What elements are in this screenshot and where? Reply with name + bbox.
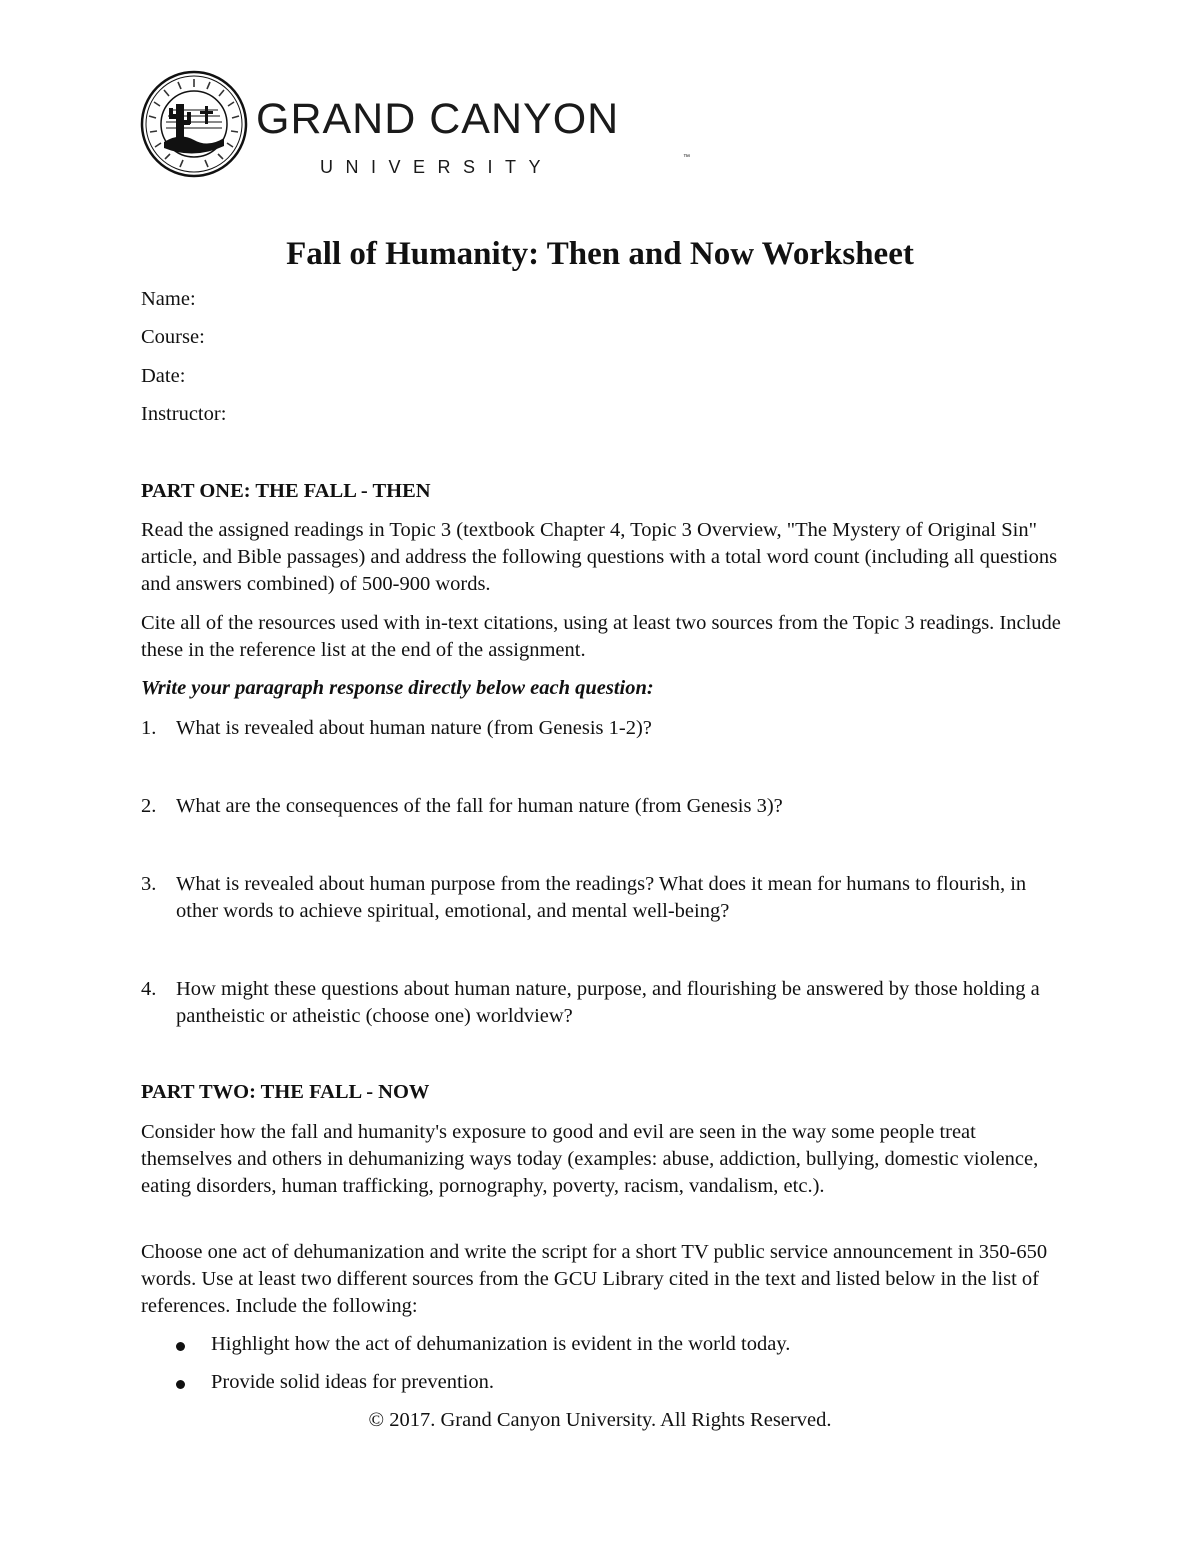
logo-wordmark-line1: GRAND CANYON xyxy=(256,95,620,143)
logo-wordmark-line2: UNIVERSITY xyxy=(320,157,554,177)
part-one-paragraph-2: Cite all of the resources used with in-text citations, using at least two sources from the Topic 3 readings. Include these in the reference list at the end of the assignment. xyxy=(141,612,1061,661)
copyright-footer: © 2017. Grand Canyon University. All Rights Reserved. xyxy=(368,1409,832,1431)
question-text: What are the consequences of the fall for human nature (from Genesis 3)? xyxy=(176,795,783,817)
question-number: 4. xyxy=(141,978,157,1000)
part-two-paragraph-1: Consider how the fall and humanity's exposure to good and evil are seen in the way some people treat themselves and others in dehumanizing ways today (examples: abuse, addiction, bullying, domestic violence, eating disorders, human trafficking, pornography, poverty, racism, vandalism, etc.). xyxy=(141,1121,1039,1197)
question-number: 3. xyxy=(141,873,157,895)
university-logo xyxy=(140,70,690,190)
instructor-field-label: Instructor: xyxy=(141,403,227,425)
response-instruction: Write your paragraph response directly below each question: xyxy=(141,677,654,699)
part-one-heading: PART ONE: THE FALL - THEN xyxy=(141,480,431,502)
bullet-icon xyxy=(176,1342,185,1351)
part-two-heading: PART TWO: THE FALL - NOW xyxy=(141,1081,430,1103)
course-field-label: Course: xyxy=(141,326,205,348)
name-field-label: Name: xyxy=(141,288,196,310)
bullet-icon xyxy=(176,1380,185,1389)
date-field-label: Date: xyxy=(141,365,186,387)
question-text: What is revealed about human purpose from the readings? What does it mean for humans to flourish, in other words to achieve spiritual, emotional, and mental well-being? xyxy=(176,873,1027,922)
bullet-item: Provide solid ideas for prevention. xyxy=(211,1371,494,1393)
trademark-symbol: ™ xyxy=(683,154,690,161)
question-text: What is revealed about human nature (from Genesis 1-2)? xyxy=(176,717,652,739)
part-one-paragraph-1: Read the assigned readings in Topic 3 (textbook Chapter 4, Topic 3 Overview, "The Mystery of Original Sin" article, and Bible passages) and address the following questions with a total word count (including all questions and answers combined) of 500-900 words. xyxy=(141,519,1058,595)
page-title: Fall of Humanity: Then and Now Worksheet xyxy=(286,236,914,272)
bullet-item: Highlight how the act of dehumanization is evident in the world today. xyxy=(211,1333,791,1355)
university-seal-icon xyxy=(140,70,248,178)
question-text: How might these questions about human nature, purpose, and flourishing be answered by those holding a pantheistic or atheistic (choose one) worldview? xyxy=(176,978,1040,1027)
question-number: 1. xyxy=(141,717,157,739)
question-number: 2. xyxy=(141,795,157,817)
part-two-paragraph-2: Choose one act of dehumanization and write the script for a short TV public service announcement in 350-650 words. Use at least two different sources from the GCU Library cited in the text and listed below in the list of references. Include the following: xyxy=(141,1241,1048,1317)
